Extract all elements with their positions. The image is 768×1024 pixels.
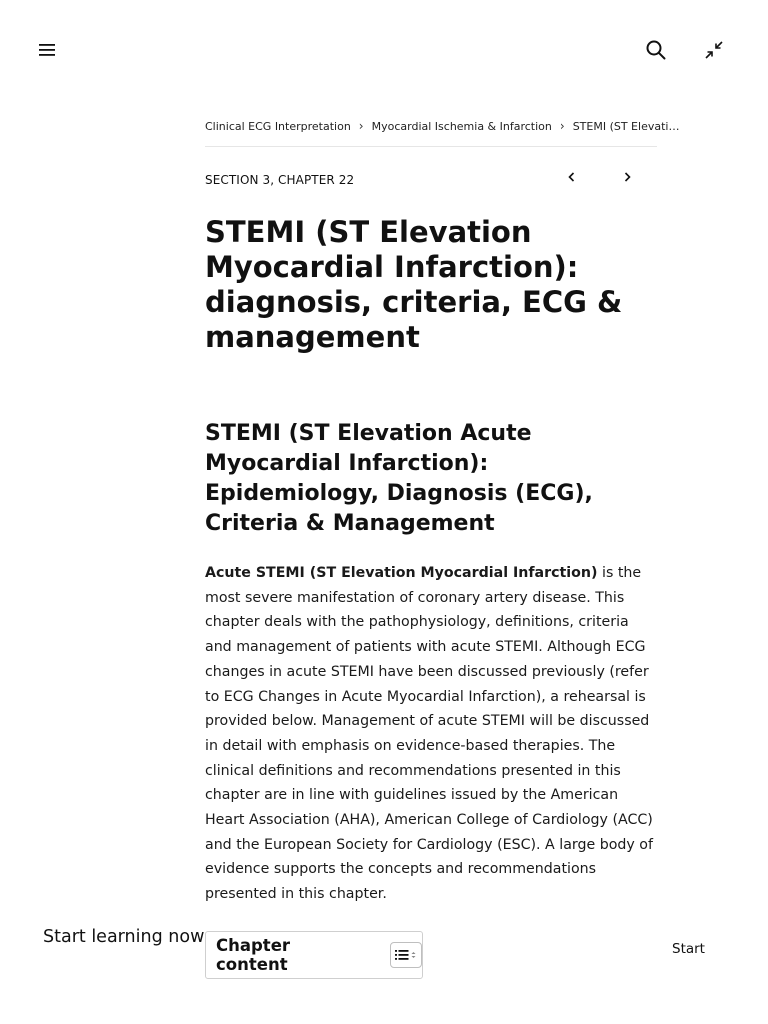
intro-text: is the most severe manifestation of coronary artery disease. This chapter deals with the pathophysiology, definitions, criteria and management of patients with acute STEMI. Although ECG changes in acute STEMI have been discussed previously (refer to ECG Changes in Acute Myocardial Infarction), a rehearsal is provided below. Management of acute STEMI will be discussed in detail with emphasis on evidence-based therapies. The clinical definitions and recommendations presented in this chapter are in line with guidelines issued by the American Heart Association (AHA), American College of Cardiology (ACC) and the European Society for Cardiology (ESC). A large body of evidence supports the concepts and recommendations presented in this chapter. (205, 565, 653, 903)
chevron-right-icon: › (358, 119, 364, 133)
breadcrumb-current: STEMI (ST Elevati… (572, 119, 680, 133)
next-chapter-button[interactable] (617, 167, 637, 187)
hamburger-menu-icon (39, 43, 57, 57)
top-bar (0, 0, 768, 100)
toc-toggle-button[interactable] (390, 942, 422, 968)
chevron-left-icon (567, 171, 577, 183)
previous-chapter-button[interactable] (562, 167, 582, 187)
page-title: STEMI (ST Elevation Myocardial Infarction): diagnosis, criteria, ECG & management (205, 215, 623, 354)
collapse-button[interactable] (698, 34, 730, 66)
search-button[interactable] (640, 34, 672, 66)
intro-paragraph (205, 561, 657, 907)
section-row (205, 169, 657, 189)
chevron-right-icon: › (559, 119, 565, 133)
start-learning-text: Start learning now (43, 927, 205, 947)
search-icon (646, 40, 666, 60)
article-title: STEMI (ST Elevation Acute Myocardial Infarction): Epidemiology, Diagnosis (ECG), Criteria & Management (205, 421, 593, 536)
section-label: SECTION 3, CHAPTER 22 (205, 173, 355, 187)
intro-bold-term: Acute STEMI (ST Elevation Myocardial Infarction) (205, 565, 598, 581)
start-button[interactable]: Start (672, 941, 705, 957)
chevron-right-icon (622, 171, 632, 183)
chapter-content-toc (205, 931, 423, 979)
breadcrumb-item-clinical-ecg[interactable]: Clinical ECG Interpretation (205, 119, 351, 133)
menu-button[interactable] (32, 34, 64, 66)
main-content (205, 116, 680, 979)
list-toggle-icon (395, 949, 417, 961)
breadcrumb (205, 116, 680, 147)
toc-title: Chapter content (216, 935, 291, 974)
collapse-arrows-icon (704, 40, 724, 60)
breadcrumb-item-ischemia[interactable]: Myocardial Ischemia & Infarction (371, 119, 552, 133)
